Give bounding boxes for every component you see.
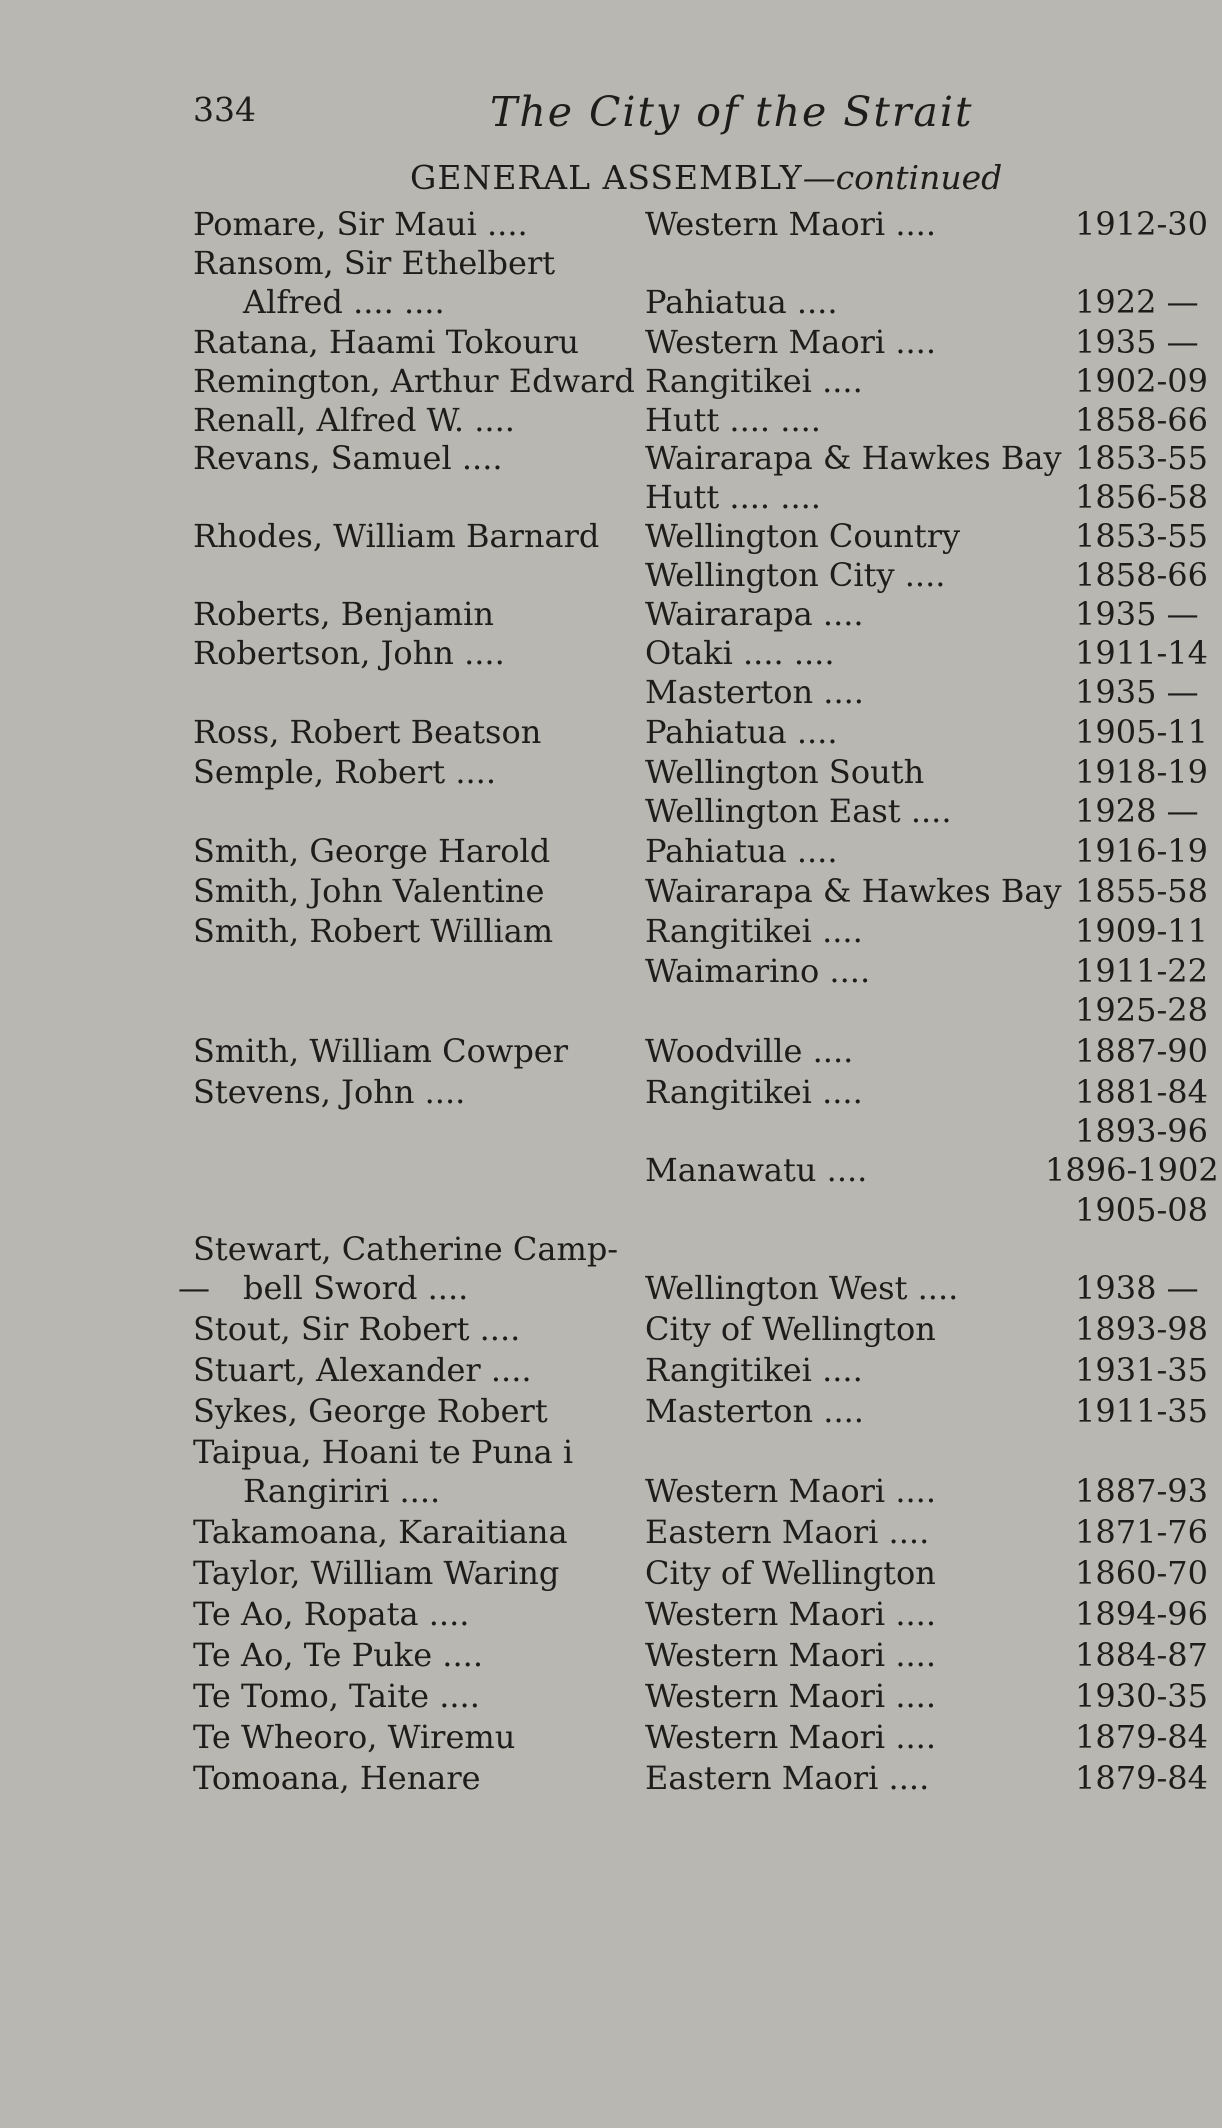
list-row xyxy=(0,1190,1222,1230)
constituency: Eastern Maori .... xyxy=(645,1513,930,1551)
member-name: Stewart, Catherine Camp- xyxy=(193,1230,619,1268)
section-title-suffix: —continued xyxy=(802,158,1003,197)
page-number: 334 xyxy=(193,90,256,129)
constituency: Western Maori .... xyxy=(645,1636,937,1674)
list-row xyxy=(0,1553,1222,1593)
constituency: City of Wellington xyxy=(645,1554,936,1592)
list-row xyxy=(0,243,1222,283)
years: 1931-35 xyxy=(1075,1351,1208,1389)
member-name: Semple, Robert .... xyxy=(193,753,496,791)
years: 1909-11 xyxy=(1075,912,1208,950)
list-row xyxy=(0,282,1222,322)
section-title xyxy=(410,158,1002,197)
list-row xyxy=(0,1229,1222,1269)
years: 1916-19 xyxy=(1075,832,1208,870)
constituency: Waimarino .... xyxy=(645,952,871,990)
years: 1853-55 xyxy=(1075,517,1208,555)
member-name: Alfred .... .... xyxy=(243,283,445,321)
years: 1911-22 xyxy=(1075,952,1208,990)
years: 1853-55 xyxy=(1075,439,1208,477)
member-name: Taipua, Hoani te Puna i xyxy=(193,1433,574,1471)
constituency: Western Maori .... xyxy=(645,205,937,243)
constituency: Wellington East .... xyxy=(645,792,952,830)
constituency: Eastern Maori .... xyxy=(645,1759,930,1797)
list-row xyxy=(0,322,1222,362)
years: 1905-08 xyxy=(1075,1191,1208,1229)
years: 1855-58 xyxy=(1075,872,1208,910)
list-row xyxy=(0,1717,1222,1757)
constituency: Western Maori .... xyxy=(645,1718,937,1756)
constituency: Wellington Country xyxy=(645,517,961,555)
years: 1912-30 xyxy=(1075,205,1208,243)
constituency: Rangitikei .... xyxy=(645,362,863,400)
years: 1905-11 xyxy=(1075,713,1208,751)
list-row xyxy=(0,1471,1222,1511)
list-row xyxy=(0,633,1222,673)
member-name: Sykes, George Robert xyxy=(193,1392,548,1430)
list-row xyxy=(0,911,1222,951)
years: 1893-96 xyxy=(1075,1112,1208,1150)
years: 1935 — xyxy=(1075,673,1199,711)
constituency: Pahiatua .... xyxy=(645,283,838,321)
constituency: Western Maori .... xyxy=(645,1595,937,1633)
list-row xyxy=(0,516,1222,556)
list-row xyxy=(0,672,1222,712)
constituency: Wairarapa .... xyxy=(645,595,864,633)
years: 1922 — xyxy=(1075,283,1199,321)
constituency: Western Maori .... xyxy=(645,1472,937,1510)
list-row xyxy=(0,594,1222,634)
member-name: Te Ao, Te Puke .... xyxy=(193,1636,483,1674)
member-name: Remington, Arthur Edward xyxy=(193,362,635,400)
constituency: Wellington South xyxy=(645,753,925,791)
years: 1879-84 xyxy=(1075,1718,1208,1756)
list-row xyxy=(0,1031,1222,1071)
list-row xyxy=(0,871,1222,911)
constituency: Manawatu .... xyxy=(645,1151,868,1189)
constituency: Western Maori .... xyxy=(645,323,937,361)
constituency: Rangitikei .... xyxy=(645,1351,863,1389)
constituency: City of Wellington xyxy=(645,1310,936,1348)
member-name: Tomoana, Henare xyxy=(193,1759,481,1797)
years: 1938 — xyxy=(1075,1269,1199,1307)
years: 1860-70 xyxy=(1075,1554,1208,1592)
member-name: Roberts, Benjamin xyxy=(193,595,494,633)
list-row xyxy=(0,831,1222,871)
member-name: Te Ao, Ropata .... xyxy=(193,1595,470,1633)
years: 1911-14 xyxy=(1075,634,1208,672)
member-name: Revans, Samuel .... xyxy=(193,439,503,477)
member-name: Ratana, Haami Tokouru xyxy=(193,323,579,361)
years: 1856-58 xyxy=(1075,478,1208,516)
years: 1896-1902 xyxy=(1045,1151,1219,1189)
list-row xyxy=(0,951,1222,991)
list-row xyxy=(0,1432,1222,1472)
list-row xyxy=(0,1594,1222,1634)
list-row xyxy=(0,438,1222,478)
constituency: Woodville .... xyxy=(645,1032,854,1070)
years: 1893-98 xyxy=(1075,1310,1208,1348)
member-name: Rangiriri .... xyxy=(243,1472,441,1510)
list-row xyxy=(0,1350,1222,1390)
years: 1928 — xyxy=(1075,792,1199,830)
member-name: Smith, William Cowper xyxy=(193,1032,569,1070)
margin-mark: — xyxy=(178,1269,210,1307)
list-row xyxy=(0,555,1222,595)
member-name: bell Sword .... xyxy=(243,1269,469,1307)
member-name: Stout, Sir Robert .... xyxy=(193,1310,521,1348)
constituency: Wellington West .... xyxy=(645,1269,959,1307)
years: 1879-84 xyxy=(1075,1759,1208,1797)
constituency: Pahiatua .... xyxy=(645,832,838,870)
list-row xyxy=(0,477,1222,517)
list-row xyxy=(0,361,1222,401)
years: 1935 — xyxy=(1075,323,1199,361)
constituency: Wairarapa & Hawkes Bay xyxy=(645,872,1062,910)
years: 1887-93 xyxy=(1075,1472,1208,1510)
list-row xyxy=(0,1512,1222,1552)
constituency: Masterton .... xyxy=(645,673,864,711)
list-row xyxy=(0,1391,1222,1431)
list-row xyxy=(0,400,1222,440)
member-name: Robertson, John .... xyxy=(193,634,505,672)
constituency: Western Maori .... xyxy=(645,1677,937,1715)
member-name: Pomare, Sir Maui .... xyxy=(193,205,528,243)
years: 1930-35 xyxy=(1075,1677,1208,1715)
years: 1858-66 xyxy=(1075,401,1208,439)
constituency: Pahiatua .... xyxy=(645,713,838,751)
member-name: Ransom, Sir Ethelbert xyxy=(193,244,556,282)
list-row xyxy=(0,1309,1222,1349)
member-name: Stevens, John .... xyxy=(193,1073,466,1111)
member-name: Stuart, Alexander .... xyxy=(193,1351,532,1389)
constituency: Rangitikei .... xyxy=(645,1073,863,1111)
list-row xyxy=(0,204,1222,244)
constituency: Otaki .... .... xyxy=(645,634,835,672)
constituency: Wellington City .... xyxy=(645,556,946,594)
member-name: Smith, George Harold xyxy=(193,832,551,870)
years: 1871-76 xyxy=(1075,1513,1208,1551)
constituency: Hutt .... .... xyxy=(645,478,821,516)
member-name: Te Tomo, Taite .... xyxy=(193,1677,480,1715)
years: 1911-35 xyxy=(1075,1392,1208,1430)
list-row xyxy=(0,712,1222,752)
member-name: Renall, Alfred W. .... xyxy=(193,401,515,439)
list-row xyxy=(0,1072,1222,1112)
constituency: Rangitikei .... xyxy=(645,912,863,950)
member-name: Taylor, William Waring xyxy=(193,1554,560,1592)
member-name: Ross, Robert Beatson xyxy=(193,713,542,751)
member-name: Te Wheoro, Wiremu xyxy=(193,1718,516,1756)
constituency: Hutt .... .... xyxy=(645,401,821,439)
list-row xyxy=(0,1676,1222,1716)
list-row xyxy=(0,1268,1222,1308)
list-row xyxy=(0,752,1222,792)
list-row xyxy=(0,990,1222,1030)
years: 1925-28 xyxy=(1075,991,1208,1029)
years: 1858-66 xyxy=(1075,556,1208,594)
years: 1918-19 xyxy=(1075,753,1208,791)
list-row xyxy=(0,791,1222,831)
years: 1881-84 xyxy=(1075,1073,1208,1111)
list-row xyxy=(0,1635,1222,1675)
member-name: Smith, John Valentine xyxy=(193,872,545,910)
running-head: The City of the Strait xyxy=(490,88,974,136)
years: 1884-87 xyxy=(1075,1636,1208,1674)
list-row xyxy=(0,1111,1222,1151)
constituency: Wairarapa & Hawkes Bay xyxy=(645,439,1062,477)
constituency: Masterton .... xyxy=(645,1392,864,1430)
years: 1935 — xyxy=(1075,595,1199,633)
years: 1887-90 xyxy=(1075,1032,1208,1070)
member-name: Takamoana, Karaitiana xyxy=(193,1513,568,1551)
section-title-main: GENERAL ASSEMBLY xyxy=(410,158,803,197)
years: 1902-09 xyxy=(1075,362,1208,400)
member-name: Rhodes, William Barnard xyxy=(193,517,600,555)
list-row xyxy=(0,1150,1222,1190)
list-row xyxy=(0,1758,1222,1798)
member-name: Smith, Robert William xyxy=(193,912,554,950)
years: 1894-96 xyxy=(1075,1595,1208,1633)
